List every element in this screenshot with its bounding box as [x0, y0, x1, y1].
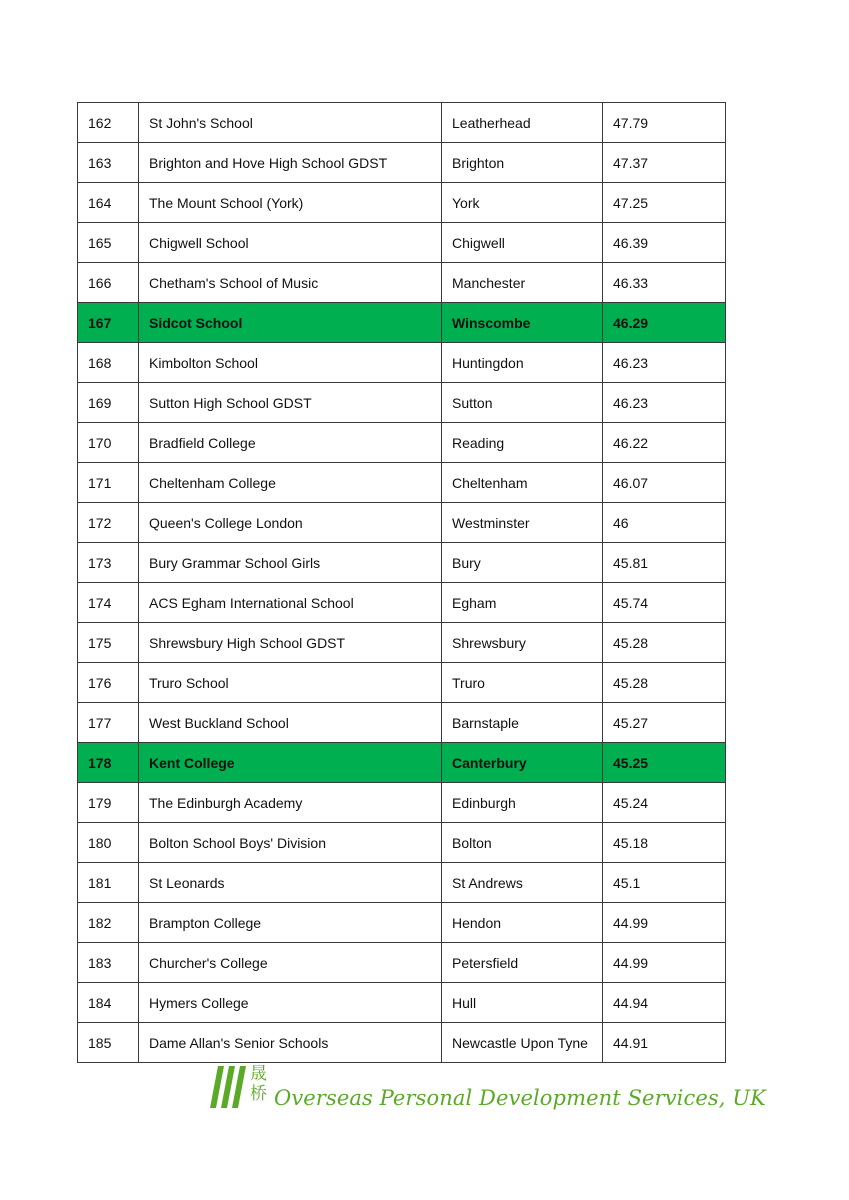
- table-row: [78, 143, 726, 183]
- table-row: [78, 343, 726, 383]
- cell-score: 46.29: [603, 303, 726, 343]
- cell-school: The Edinburgh Academy: [139, 783, 442, 823]
- cell-score: 44.99: [603, 943, 726, 983]
- table-row-highlighted: [78, 303, 726, 343]
- cell-score: 46.23: [603, 343, 726, 383]
- cell-school: Brighton and Hove High School GDST: [139, 143, 442, 183]
- cell-town: Truro: [442, 663, 603, 703]
- table-row: [78, 383, 726, 423]
- table-row: [78, 423, 726, 463]
- cell-school: Bury Grammar School Girls: [139, 543, 442, 583]
- cell-rank: 184: [78, 983, 139, 1023]
- cell-town: Barnstaple: [442, 703, 603, 743]
- cell-school: Brampton College: [139, 903, 442, 943]
- stripes-logo-icon: [210, 1066, 246, 1108]
- logo-char-top: 晟: [250, 1064, 267, 1084]
- cell-rank: 183: [78, 943, 139, 983]
- logo-company-name: Overseas Personal Development Services, UK: [274, 1086, 766, 1110]
- cell-town: Cheltenham: [442, 463, 603, 503]
- cell-score: 45.27: [603, 703, 726, 743]
- cell-rank: 169: [78, 383, 139, 423]
- cell-town: Manchester: [442, 263, 603, 303]
- cell-town: York: [442, 183, 603, 223]
- cell-rank: 182: [78, 903, 139, 943]
- cell-score: 45.81: [603, 543, 726, 583]
- cell-town: Sutton: [442, 383, 603, 423]
- cell-school: Chigwell School: [139, 223, 442, 263]
- table-row: [78, 863, 726, 903]
- cell-school: Sutton High School GDST: [139, 383, 442, 423]
- cell-rank: 178: [78, 743, 139, 783]
- table-row: [78, 1023, 726, 1063]
- table-row: [78, 103, 726, 143]
- cell-score: 46.07: [603, 463, 726, 503]
- cell-school: The Mount School (York): [139, 183, 442, 223]
- cell-town: Bolton: [442, 823, 603, 863]
- cell-rank: 181: [78, 863, 139, 903]
- cell-rank: 179: [78, 783, 139, 823]
- cell-school: St John's School: [139, 103, 442, 143]
- cell-score: 45.28: [603, 623, 726, 663]
- table-row: [78, 703, 726, 743]
- cell-rank: 172: [78, 503, 139, 543]
- cell-rank: 167: [78, 303, 139, 343]
- table-row: [78, 943, 726, 983]
- cell-score: 44.99: [603, 903, 726, 943]
- cell-score: 47.37: [603, 143, 726, 183]
- cell-town: Edinburgh: [442, 783, 603, 823]
- cell-school: Chetham's School of Music: [139, 263, 442, 303]
- cell-town: Chigwell: [442, 223, 603, 263]
- cell-town: Canterbury: [442, 743, 603, 783]
- cell-school: Hymers College: [139, 983, 442, 1023]
- cell-rank: 174: [78, 583, 139, 623]
- cell-score: 45.25: [603, 743, 726, 783]
- logo-chinese-characters: [250, 1064, 272, 1104]
- table-row: [78, 583, 726, 623]
- cell-school: Sidcot School: [139, 303, 442, 343]
- cell-town: Hull: [442, 983, 603, 1023]
- cell-rank: 164: [78, 183, 139, 223]
- cell-score: 47.79: [603, 103, 726, 143]
- table-row: [78, 823, 726, 863]
- cell-rank: 177: [78, 703, 139, 743]
- cell-school: Bolton School Boys' Division: [139, 823, 442, 863]
- table-row: [78, 463, 726, 503]
- cell-town: Egham: [442, 583, 603, 623]
- footer-logo: [210, 1064, 766, 1114]
- table-row: [78, 223, 726, 263]
- cell-rank: 173: [78, 543, 139, 583]
- cell-score: 45.28: [603, 663, 726, 703]
- cell-rank: 168: [78, 343, 139, 383]
- cell-town: Brighton: [442, 143, 603, 183]
- cell-rank: 163: [78, 143, 139, 183]
- table-row: [78, 903, 726, 943]
- cell-score: 45.1: [603, 863, 726, 903]
- cell-school: Shrewsbury High School GDST: [139, 623, 442, 663]
- table-row: [78, 503, 726, 543]
- table-row: [78, 183, 726, 223]
- cell-town: Huntingdon: [442, 343, 603, 383]
- cell-rank: 170: [78, 423, 139, 463]
- cell-town: Hendon: [442, 903, 603, 943]
- table-row-highlighted: [78, 743, 726, 783]
- cell-town: Newcastle Upon Tyne: [442, 1023, 603, 1063]
- school-ranking-table: [77, 102, 726, 1063]
- cell-score: 44.94: [603, 983, 726, 1023]
- cell-town: Winscombe: [442, 303, 603, 343]
- cell-school: Kimbolton School: [139, 343, 442, 383]
- cell-score: 45.24: [603, 783, 726, 823]
- table-row: [78, 263, 726, 303]
- cell-town: St Andrews: [442, 863, 603, 903]
- cell-score: 46: [603, 503, 726, 543]
- table-row: [78, 783, 726, 823]
- cell-school: Cheltenham College: [139, 463, 442, 503]
- cell-town: Petersfield: [442, 943, 603, 983]
- cell-score: 44.91: [603, 1023, 726, 1063]
- cell-town: Reading: [442, 423, 603, 463]
- cell-score: 45.74: [603, 583, 726, 623]
- ranking-table-body: [78, 103, 726, 1063]
- cell-rank: 176: [78, 663, 139, 703]
- cell-school: Dame Allan's Senior Schools: [139, 1023, 442, 1063]
- logo-char-bottom: 桥: [250, 1084, 267, 1104]
- cell-rank: 175: [78, 623, 139, 663]
- cell-town: Shrewsbury: [442, 623, 603, 663]
- cell-school: Churcher's College: [139, 943, 442, 983]
- table-row: [78, 663, 726, 703]
- cell-score: 46.22: [603, 423, 726, 463]
- cell-rank: 171: [78, 463, 139, 503]
- cell-town: Bury: [442, 543, 603, 583]
- cell-school: Bradfield College: [139, 423, 442, 463]
- cell-rank: 165: [78, 223, 139, 263]
- cell-score: 47.25: [603, 183, 726, 223]
- cell-rank: 180: [78, 823, 139, 863]
- cell-school: ACS Egham International School: [139, 583, 442, 623]
- cell-school: St Leonards: [139, 863, 442, 903]
- cell-score: 45.18: [603, 823, 726, 863]
- table-row: [78, 983, 726, 1023]
- cell-rank: 166: [78, 263, 139, 303]
- table-row: [78, 623, 726, 663]
- cell-rank: 162: [78, 103, 139, 143]
- cell-school: Truro School: [139, 663, 442, 703]
- cell-school: West Buckland School: [139, 703, 442, 743]
- cell-rank: 185: [78, 1023, 139, 1063]
- table-row: [78, 543, 726, 583]
- cell-score: 46.39: [603, 223, 726, 263]
- cell-school: Kent College: [139, 743, 442, 783]
- cell-school: Queen's College London: [139, 503, 442, 543]
- cell-town: Westminster: [442, 503, 603, 543]
- cell-score: 46.23: [603, 383, 726, 423]
- cell-town: Leatherhead: [442, 103, 603, 143]
- cell-score: 46.33: [603, 263, 726, 303]
